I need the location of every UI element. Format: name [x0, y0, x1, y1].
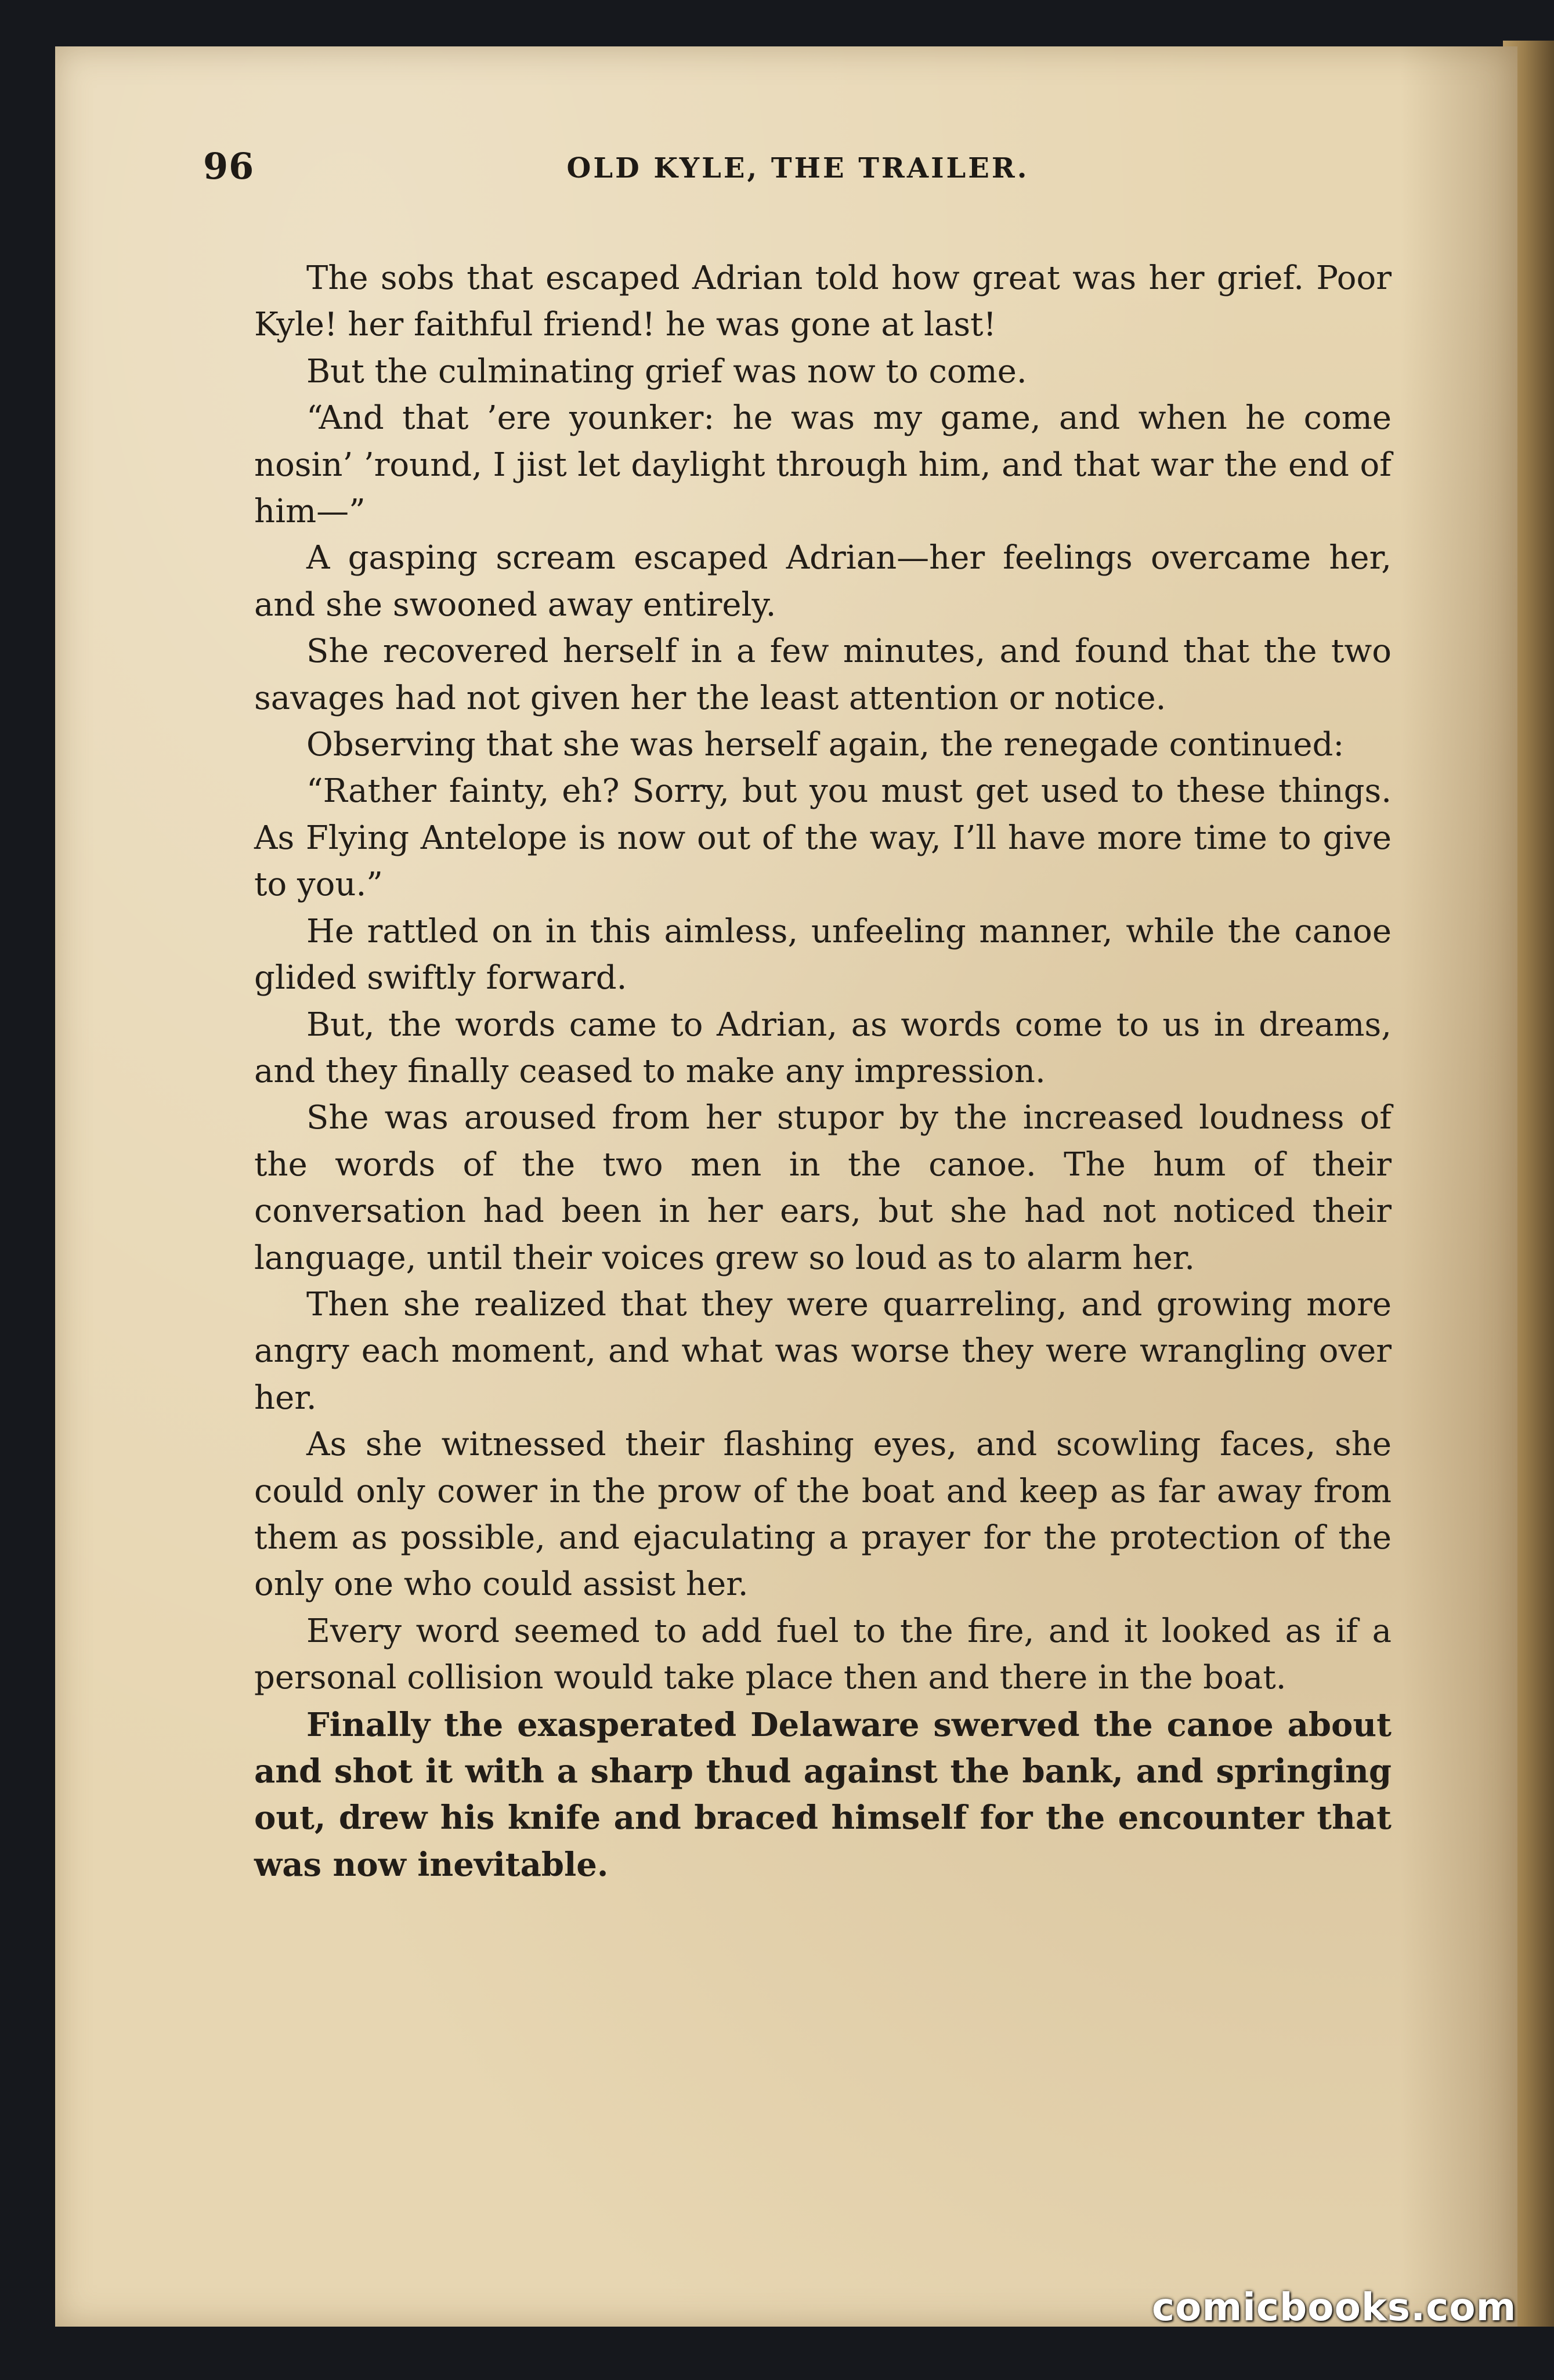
- paragraph: A gasping scream escaped Adrian—her feelings overcame her, and she swooned away entirely.: [254, 539, 1392, 624]
- watermark: comicbooks.com: [1152, 2285, 1517, 2330]
- paragraph: “Rather fainty, eh? Sorry, but you must get used to these things. As Flying Antelope is now out of the way, I’ll have more time to give to you.”: [254, 772, 1392, 904]
- paragraph: Finally the exasperated Delaware swerved the canoe about and shot it with a sharp thud against the bank, and springing out, drew his knife and braced himself for the encounter that was now inevitable.: [254, 1705, 1392, 1884]
- paragraph: She recovered herself in a few minutes, and found that the two savages had not given her the least attention or notice.: [254, 632, 1392, 717]
- paragraph: Observing that she was herself again, the renegade continued:: [306, 726, 1345, 764]
- page-text: [254, 255, 1392, 1888]
- running-title: OLD KYLE, THE TRAILER.: [566, 152, 1029, 185]
- paragraph: The sobs that escaped Adrian told how great was her grief. Poor Kyle! her faithful friend! he was gone at last!: [254, 259, 1392, 344]
- paragraph: But, the words came to Adrian, as words come to us in dreams, and they finally ceased to make any impression.: [254, 1005, 1392, 1090]
- paragraph: She was aroused from her stupor by the increased loudness of the words of the two men in the canoe. The hum of their conversation had been in her ears, but she had not noticed their language, until their voices grew so loud as to alarm her.: [254, 1099, 1392, 1277]
- paragraph: He rattled on in this aimless, unfeeling manner, while the canoe glided swiftly forward.: [254, 912, 1392, 997]
- paragraph: But the culminating grief was now to come.: [306, 352, 1027, 390]
- paragraph: Every word seemed to add fuel to the fire, and it looked as if a personal collision would take place then and there in the boat.: [254, 1612, 1392, 1697]
- page-header: [203, 131, 1393, 194]
- paragraph: Then she realized that they were quarreling, and growing more angry each moment, and what was worse they were wrangling over her.: [254, 1285, 1392, 1417]
- page-number: 96: [203, 145, 255, 187]
- paragraph: As she witnessed their flashing eyes, and scowling faces, she could only cower in the prow of the boat and keep as far away from them as possible, and ejaculating a prayer for the protection of the only one who could assist her.: [254, 1426, 1392, 1604]
- paragraph: “And that ’ere younker: he was my game, and when he come nosin’ ’round, I jist let daylight through him, and that war the end of him—”: [254, 399, 1392, 531]
